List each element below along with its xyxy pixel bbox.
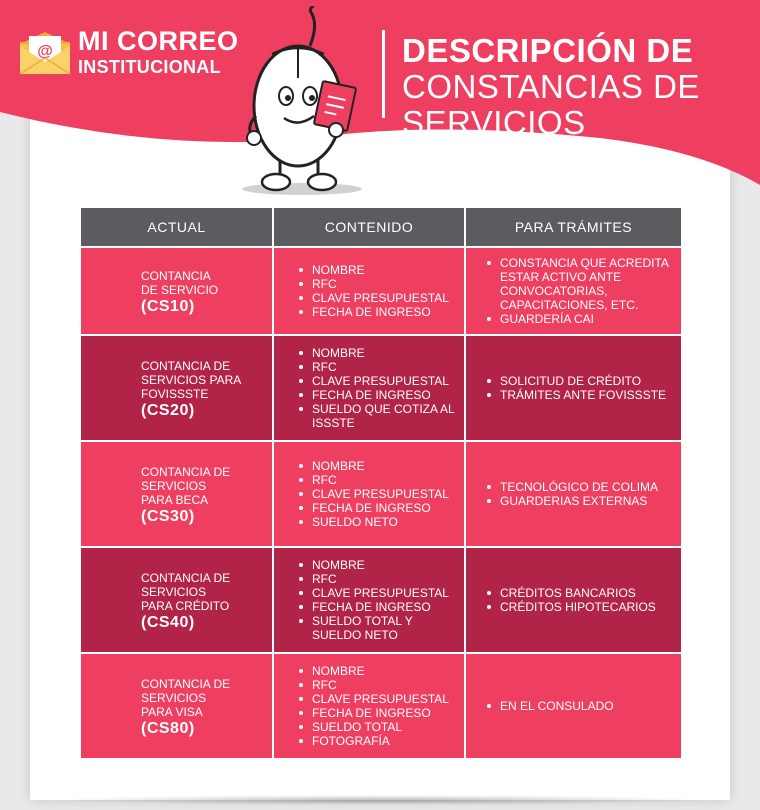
logo-title: MI CORREO: [78, 26, 239, 56]
constancia-code: (CS10): [141, 297, 195, 315]
mouse-mascot-holding-document-icon: [232, 6, 372, 196]
list-item: SUELDO TOTAL Y SUELDO NETO: [298, 614, 464, 642]
list-item: SOLICITUD DE CRÉDITO: [486, 374, 666, 388]
tramites-list: [486, 480, 658, 508]
list-item: SUELDO NETO: [298, 515, 449, 529]
list-item: EN EL CONSULADO: [486, 699, 614, 713]
table-header-row: [80, 207, 682, 247]
table-row: [80, 441, 682, 547]
header-actual: ACTUAL: [80, 207, 273, 247]
list-item: GUARDERÍA CAI: [486, 312, 681, 326]
list-item: NOMBRE: [298, 664, 449, 678]
list-item: NOMBRE: [298, 558, 464, 572]
list-item: CLAVE PRESUPUESTAL: [298, 586, 464, 600]
table-row: [80, 335, 682, 441]
list-item: RFC: [298, 360, 464, 374]
list-item: GUARDERIAS EXTERNAS: [486, 494, 658, 508]
list-item: CONSTANCIA QUE ACREDITA ESTAR ACTIVO ANTE CONVOCATORIAS, CAPACITACIONES, ETC.: [486, 256, 681, 312]
list-item: FECHA DE INGRESO: [298, 600, 464, 614]
tramites-list: [486, 699, 614, 713]
constancia-name: CONTANCIA DE SERVICIO (CS10): [141, 268, 219, 315]
list-item: CLAVE PRESUPUESTAL: [298, 374, 464, 388]
list-item: FECHA DE INGRESO: [298, 501, 449, 515]
contenido-list: [298, 664, 449, 748]
tramites-list: [486, 256, 681, 326]
constancia-name: CONTANCIA DE SERVICIOS PARA VISA (CS80): [141, 676, 231, 737]
constancia-name: CONTANCIA DE SERVICIOS PARA BECA (CS30): [141, 464, 231, 525]
page-shadow: [50, 795, 710, 805]
logo-subtitle: INSTITUCIONAL: [78, 57, 221, 77]
list-item: RFC: [298, 572, 464, 586]
table-row: [80, 653, 682, 759]
constancias-table: [80, 207, 682, 759]
contenido-list: [298, 263, 449, 319]
contenido-list: [298, 459, 449, 529]
list-item: CLAVE PRESUPUESTAL: [298, 487, 449, 501]
header-para-tramites: PARA TRÁMITES: [465, 207, 682, 247]
constancia-name: CONTANCIA DE SERVICIOS PARA FOVISSSTE (CS20): [141, 358, 242, 419]
constancia-code: (CS80): [141, 719, 195, 737]
constancia-code: (CS30): [141, 507, 195, 525]
constancia-code: (CS40): [141, 613, 195, 631]
list-item: FECHA DE INGRESO: [298, 388, 464, 402]
list-item: RFC: [298, 473, 449, 487]
list-item: CRÉDITOS HIPOTECARIOS: [486, 600, 656, 614]
list-item: TRÁMITES ANTE FOVISSSTE: [486, 388, 666, 402]
list-item: FECHA DE INGRESO: [298, 305, 449, 319]
list-item: CRÉDITOS BANCARIOS: [486, 586, 656, 600]
list-item: SUELDO QUE COTIZA AL ISSSTE: [298, 402, 464, 430]
list-item: CLAVE PRESUPUESTAL: [298, 692, 449, 706]
list-item: NOMBRE: [298, 263, 449, 277]
header-contenido: CONTENIDO: [273, 207, 465, 247]
table-row: [80, 547, 682, 653]
contenido-list: [298, 558, 464, 642]
list-item: FOTOGRAFÍA: [298, 734, 449, 748]
logo: [18, 28, 258, 88]
tramites-list: [486, 374, 666, 402]
list-item: SUELDO TOTAL: [298, 720, 449, 734]
list-item: NOMBRE: [298, 459, 449, 473]
list-item: RFC: [298, 678, 449, 692]
list-item: FECHA DE INGRESO: [298, 706, 449, 720]
page-title: DESCRIPCIÓN DE CONSTANCIAS DE SERVICIOS: [402, 32, 700, 141]
header-divider: [382, 30, 385, 118]
list-item: CLAVE PRESUPUESTAL: [298, 291, 449, 305]
tramites-list: [486, 586, 656, 614]
list-item: RFC: [298, 277, 449, 291]
envelope-at-icon: [18, 32, 72, 76]
list-item: TECNOLÓGICO DE COLIMA: [486, 480, 658, 494]
svg-text:@: @: [37, 43, 53, 60]
table-row: [80, 247, 682, 335]
contenido-list: [298, 346, 464, 430]
constancia-code: (CS20): [141, 401, 195, 419]
list-item: NOMBRE: [298, 346, 464, 360]
constancia-name: CONTANCIA DE SERVICIOS PARA CRÉDITO (CS40): [141, 570, 231, 631]
